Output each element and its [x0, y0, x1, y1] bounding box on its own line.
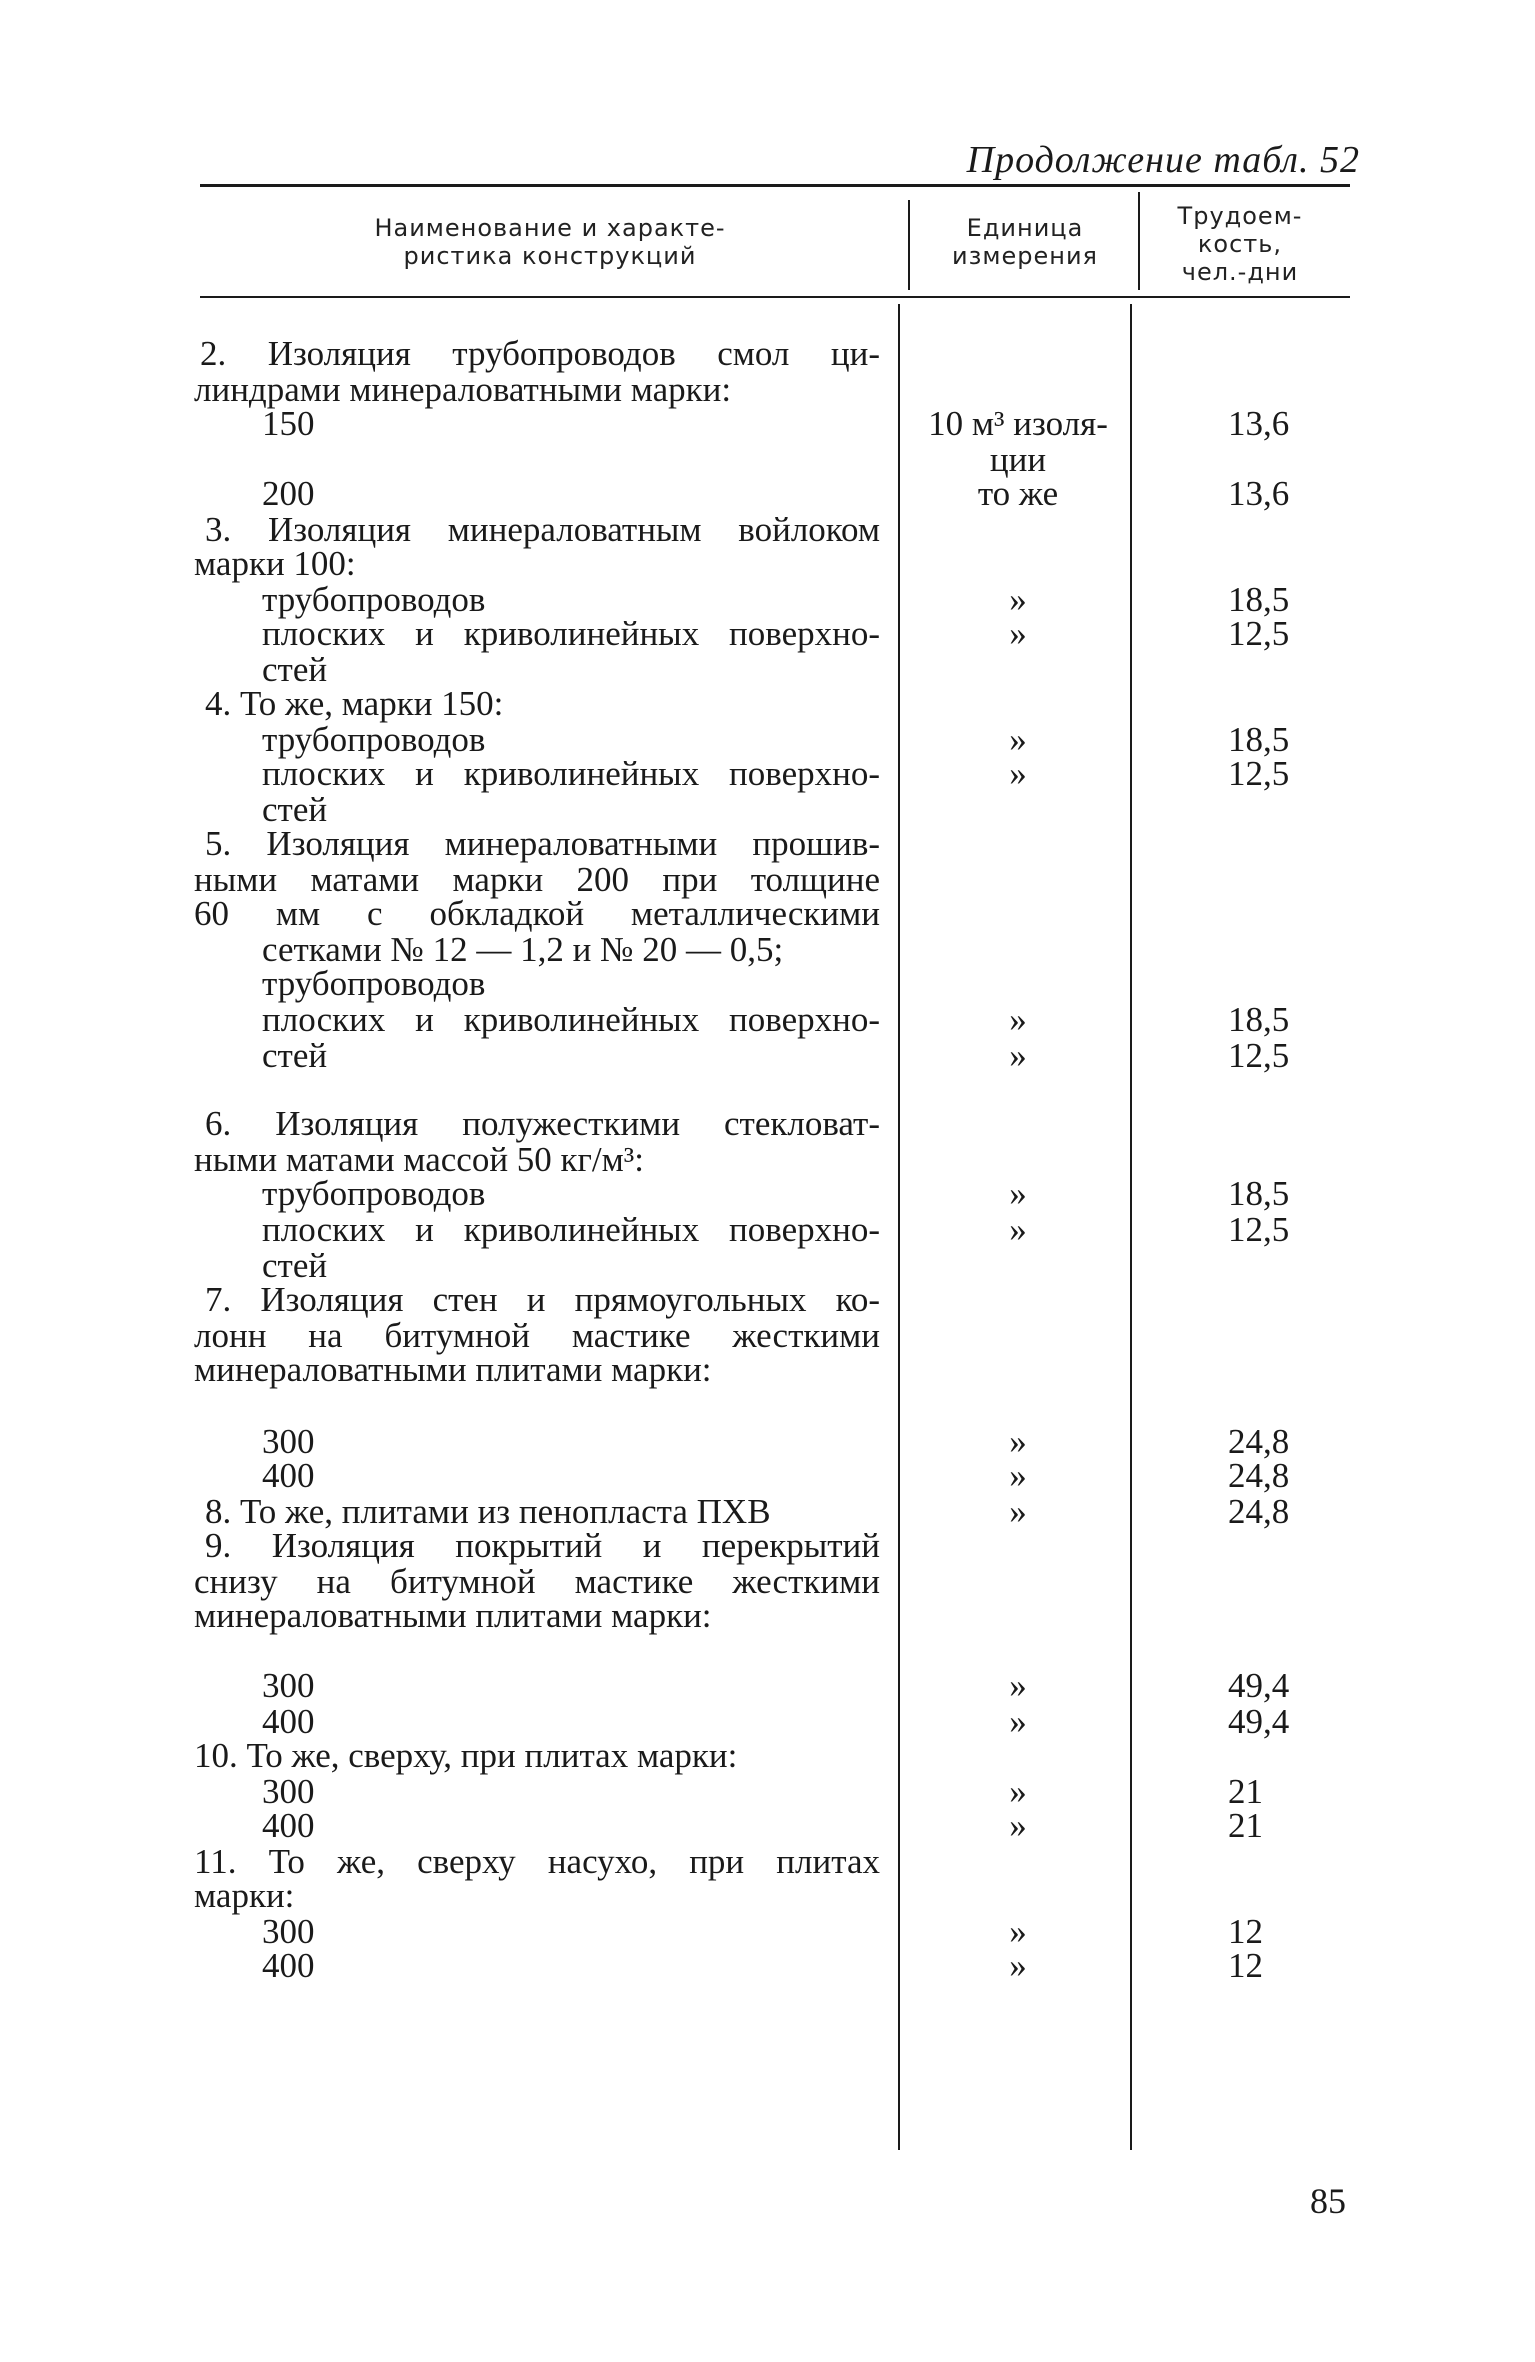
unit-cell: » — [1009, 1210, 1027, 1249]
column-header-unit-line: Единица — [966, 214, 1084, 242]
unit-cell: ции — [989, 440, 1047, 479]
column-header-name — [230, 214, 870, 270]
item-line: 300 — [262, 1422, 315, 1461]
labor-value: 12 — [1228, 1946, 1263, 1985]
labor-value: 21 — [1228, 1806, 1263, 1845]
item-line: стей — [262, 650, 328, 689]
item-line: 9. Изоляция покрытий и перекрытий — [205, 1526, 880, 1565]
unit-cell: » — [1009, 1492, 1027, 1531]
page-number: 85 — [1310, 2181, 1346, 2221]
item-line: марки: — [194, 1876, 295, 1915]
item-line: 60 мм с обкладкой металлическими — [194, 894, 880, 933]
item-line: трубопроводов — [262, 720, 486, 759]
item-line: плоских и криволинейных поверхно- — [262, 1000, 880, 1039]
column-header-unit — [910, 214, 1140, 270]
column-header-name-line: Наименование и характе- — [374, 214, 726, 242]
item-line: 8. То же, плитами из пенопласта ПХВ — [205, 1492, 771, 1531]
item-line: минераловатными плитами марки: — [194, 1350, 712, 1389]
item-line: 200 — [262, 474, 315, 513]
item-line: стей — [262, 790, 328, 829]
labor-value: 13,6 — [1228, 474, 1290, 513]
item-line: сетками № 12 — 1,2 и № 20 — 0,5; — [262, 930, 784, 969]
item-line: трубопроводов — [262, 964, 486, 1003]
unit-cell: » — [1009, 1772, 1027, 1811]
unit-cell: » — [1009, 1702, 1027, 1741]
column-header-labor-line: Трудоем- — [1177, 202, 1303, 230]
column-divider-header-1 — [908, 200, 910, 290]
unit-cell: » — [1009, 720, 1027, 759]
item-line: 5. Изоляция минераловатными прошив- — [205, 824, 880, 863]
item-line: плоских и криволинейных поверхно- — [262, 614, 880, 653]
unit-cell: » — [1009, 754, 1027, 793]
labor-value: 18,5 — [1228, 1000, 1290, 1039]
item-line: марки 100: — [194, 544, 356, 583]
unit-cell: 10 м³ изоля- — [928, 404, 1108, 443]
item-line: 400 — [262, 1806, 315, 1845]
item-line: 400 — [262, 1946, 315, 1985]
item-line: 300 — [262, 1912, 315, 1951]
labor-value: 24,8 — [1228, 1492, 1290, 1531]
column-divider-header-2 — [1138, 192, 1140, 290]
unit-cell: » — [1009, 614, 1027, 653]
column-header-name-line: ристика конструкций — [403, 242, 697, 270]
item-line: ными матами марки 200 при толщине — [194, 860, 880, 899]
item-line: 300 — [262, 1666, 315, 1705]
labor-value: 12,5 — [1228, 754, 1290, 793]
labor-value: 12,5 — [1228, 1036, 1290, 1075]
item-line: плоских и криволинейных поверхно- — [262, 754, 880, 793]
unit-cell: » — [1009, 1946, 1027, 1985]
unit-cell: » — [1009, 1806, 1027, 1845]
labor-value: 12,5 — [1228, 614, 1290, 653]
unit-cell: » — [1009, 1666, 1027, 1705]
labor-value: 13,6 — [1228, 404, 1290, 443]
item-line: 150 — [262, 404, 315, 443]
item-line: 6. Изоляция полужесткими стекловат- — [205, 1104, 880, 1143]
labor-value: 21 — [1228, 1772, 1263, 1811]
item-line: ными матами массой 50 кг/м³: — [194, 1140, 644, 1179]
column-header-labor-line: кость, — [1197, 230, 1283, 258]
labor-value: 12 — [1228, 1912, 1263, 1951]
item-line: лонн на битумной мастике жесткими — [194, 1316, 880, 1355]
labor-value: 18,5 — [1228, 1174, 1290, 1213]
item-line: 11. То же, сверху насухо, при плитах — [194, 1842, 880, 1881]
labor-value: 12,5 — [1228, 1210, 1290, 1249]
item-line: 3. Изоляция минераловатным войлоком — [205, 510, 880, 549]
unit-cell: » — [1009, 1456, 1027, 1495]
item-line: 400 — [262, 1456, 315, 1495]
labor-value: 24,8 — [1228, 1422, 1290, 1461]
labor-value: 24,8 — [1228, 1456, 1290, 1495]
item-line: 10. То же, сверху, при плитах марки: — [194, 1736, 738, 1775]
labor-value: 18,5 — [1228, 580, 1290, 619]
labor-value: 49,4 — [1228, 1702, 1290, 1741]
unit-cell: то же — [977, 474, 1059, 513]
unit-cell: » — [1009, 1174, 1027, 1213]
item-line: 2. Изоляция трубопроводов смол ци- — [200, 334, 880, 373]
item-line: 400 — [262, 1702, 315, 1741]
item-line: трубопроводов — [262, 1174, 486, 1213]
column-header-labor-line: чел.-дни — [1181, 258, 1299, 286]
unit-cell: » — [1009, 1036, 1027, 1075]
table-continuation-title: Продолжение табл. 52 — [966, 139, 1360, 181]
item-line: 7. Изоляция стен и прямоугольных ко- — [205, 1280, 880, 1319]
unit-cell: » — [1009, 580, 1027, 619]
column-header-labor — [1140, 202, 1340, 286]
item-line: стей — [262, 1246, 328, 1285]
item-line: минераловатными плитами марки: — [194, 1596, 712, 1635]
unit-cell: » — [1009, 1912, 1027, 1951]
item-line: снизу на битумной мастике жесткими — [194, 1562, 880, 1601]
table-header-rule — [200, 296, 1350, 298]
unit-cell: » — [1009, 1422, 1027, 1461]
column-header-unit-line: измерения — [952, 242, 1098, 270]
item-line: 4. То же, марки 150: — [205, 684, 504, 723]
item-line: стей — [262, 1036, 328, 1075]
item-line: линдрами минераловатными марки: — [194, 370, 732, 409]
unit-cell: » — [1009, 1000, 1027, 1039]
item-line: плоских и криволинейных поверхно- — [262, 1210, 880, 1249]
item-line: 300 — [262, 1772, 315, 1811]
labor-value: 18,5 — [1228, 720, 1290, 759]
table-top-rule — [200, 184, 1350, 187]
labor-value: 49,4 — [1228, 1666, 1290, 1705]
item-line: трубопроводов — [262, 580, 486, 619]
